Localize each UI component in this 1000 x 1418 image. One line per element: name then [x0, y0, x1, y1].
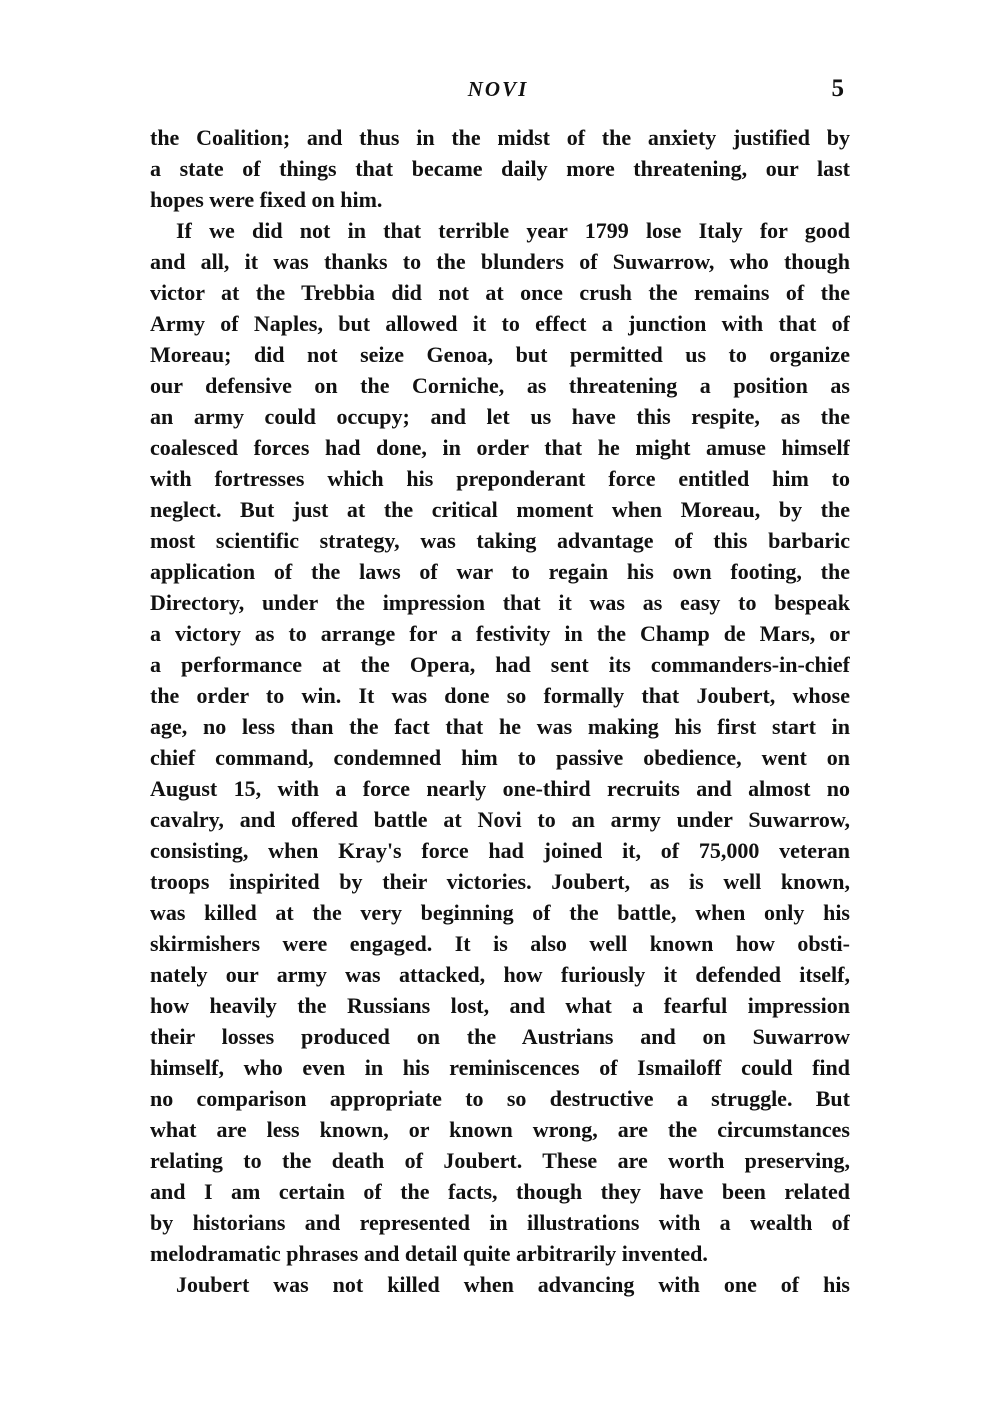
- text-line: melodramatic phrases and detail quite arbitrarily invented.: [150, 1241, 708, 1266]
- text-line: no comparison appropriate to so destructive a struggle. But: [150, 1086, 850, 1111]
- text-line: August 15, with a force nearly one-third recruits and almost no: [150, 776, 850, 801]
- text-line: victor at the Trebbia did not at once crush the remains of the: [150, 280, 850, 305]
- text-line: Joubert was not killed when advancing with one of his: [176, 1272, 850, 1297]
- text-line: Army of Naples, but allowed it to effect a junction with that of: [150, 311, 850, 336]
- text-line: neglect. But just at the critical moment when Moreau, by the: [150, 497, 850, 522]
- running-title: NOVI: [467, 77, 529, 101]
- text-line: an army could occupy; and let us have this respite, as the: [150, 404, 850, 429]
- text-line: nately our army was attacked, how furiously it defended itself,: [150, 962, 850, 987]
- text-line: relating to the death of Joubert. These are worth preserving,: [150, 1148, 850, 1173]
- page-number: 5: [831, 75, 844, 102]
- text-line: and I am certain of the facts, though they have been related: [150, 1179, 850, 1204]
- text-line: troops inspirited by their victories. Joubert, as is well known,: [150, 869, 850, 894]
- text-line: application of the laws of war to regain his own footing, the: [150, 559, 850, 584]
- text-line: most scientific strategy, was taking advantage of this barbaric: [150, 528, 850, 553]
- text-line: consisting, when Kray's force had joined it, of 75,000 veteran: [150, 838, 850, 863]
- text-line: by historians and represented in illustrations with a wealth of: [150, 1210, 850, 1235]
- text-line: the Coalition; and thus in the midst of the anxiety justified by: [150, 125, 850, 150]
- text-line: chief command, condemned him to passive obedience, went on: [150, 745, 850, 770]
- text-line: Directory, under the impression that it was as easy to bespeak: [150, 590, 850, 615]
- text-line: what are less known, or known wrong, are the circumstances: [150, 1117, 850, 1142]
- text-line: cavalry, and offered battle at Novi to an army under Suwarrow,: [150, 807, 850, 832]
- text-column: [150, 122, 850, 1300]
- text-line: a performance at the Opera, had sent its commanders-in-chief: [150, 652, 850, 677]
- text-line: a state of things that became daily more threatening, our last: [150, 156, 850, 181]
- text-line: was killed at the very beginning of the battle, when only his: [150, 900, 850, 925]
- text-line: a victory as to arrange for a festivity in the Champ de Mars, or: [150, 621, 850, 646]
- text-line: and all, it was thanks to the blunders of Suwarrow, who though: [150, 249, 850, 274]
- text-line: If we did not in that terrible year 1799 lose Italy for good: [176, 218, 850, 243]
- text-line: their losses produced on the Austrians and on Suwarrow: [150, 1024, 850, 1049]
- text-line: himself, who even in his reminiscences of Ismailoff could find: [150, 1055, 850, 1080]
- text-line: coalesced forces had done, in order that he might amuse himself: [150, 435, 850, 460]
- text-line: how heavily the Russians lost, and what a fearful impression: [150, 993, 850, 1018]
- text-line: Moreau; did not seize Genoa, but permitted us to organize: [150, 342, 850, 367]
- running-head: [148, 72, 848, 106]
- text-line: hopes were fixed on him.: [150, 187, 383, 212]
- text-line: the order to win. It was done so formally that Joubert, whose: [150, 683, 850, 708]
- text-line: our defensive on the Corniche, as threatening a position as: [150, 373, 850, 398]
- text-line: skirmishers were engaged. It is also well known how obsti-: [150, 931, 850, 956]
- text-line: age, no less than the fact that he was making his first start in: [150, 714, 850, 739]
- text-line: with fortresses which his preponderant force entitled him to: [150, 466, 850, 491]
